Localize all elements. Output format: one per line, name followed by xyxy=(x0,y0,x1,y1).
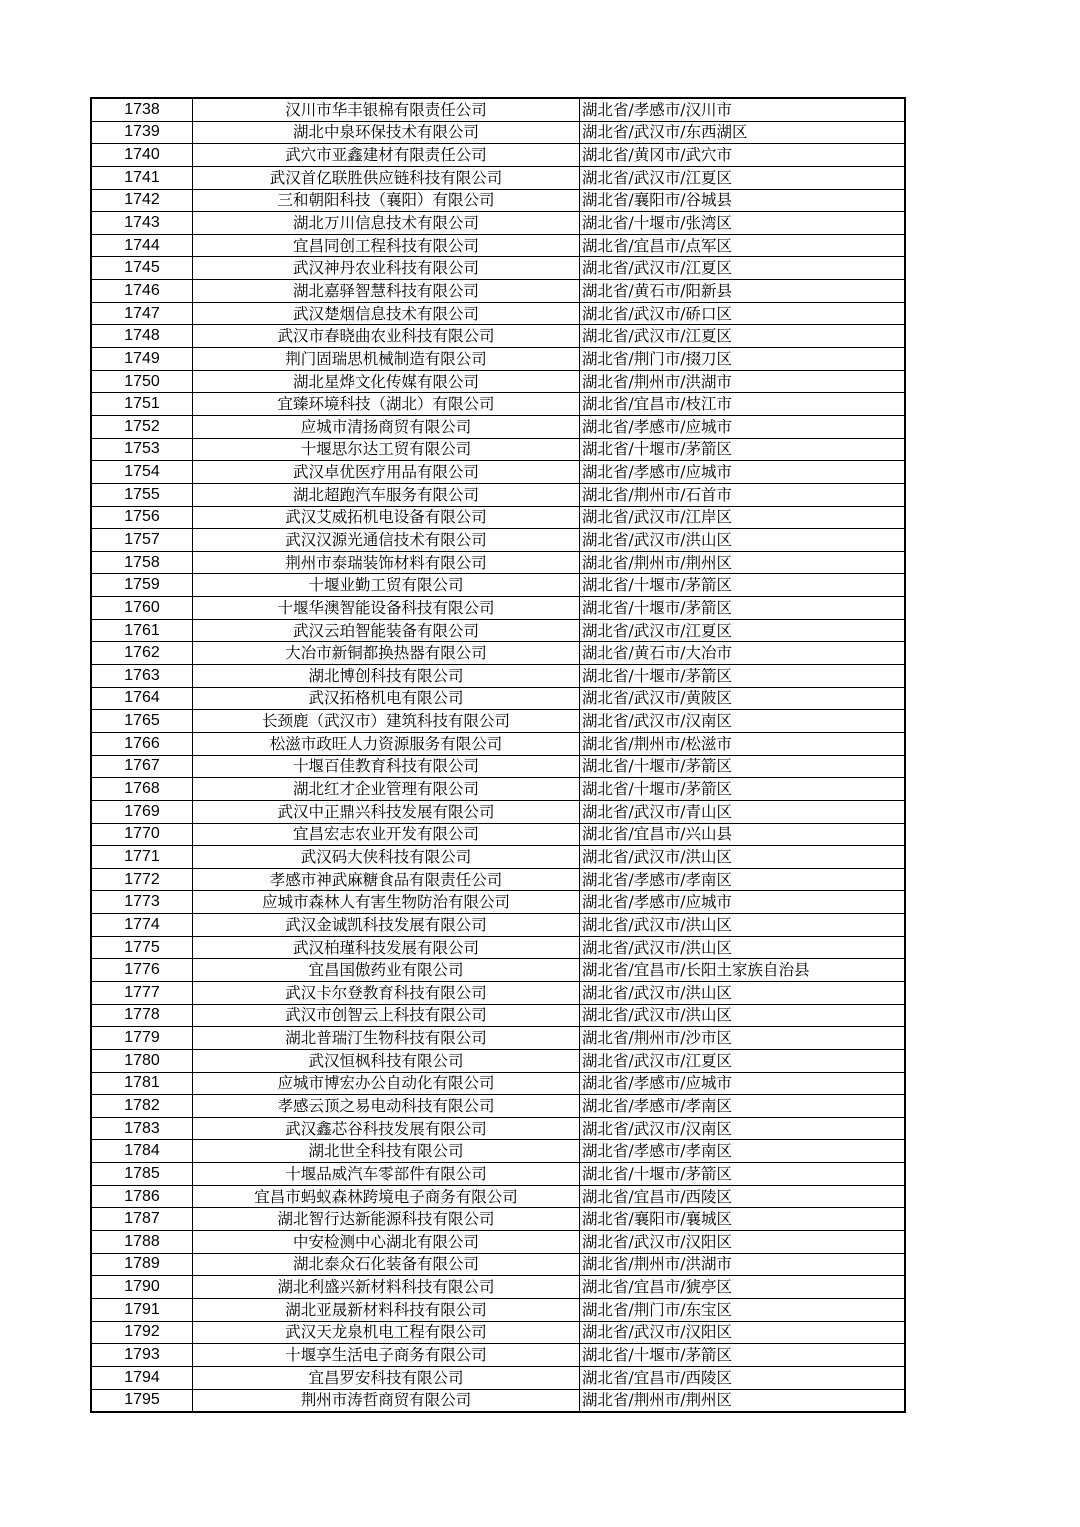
table-row xyxy=(91,348,905,371)
region-cell: 湖北省/荆州市/松滋市 xyxy=(580,732,906,755)
row-number-cell: 1771 xyxy=(91,846,193,869)
region-cell: 湖北省/武汉市/江岸区 xyxy=(580,506,906,529)
company-name-cell: 湖北博创科技有限公司 xyxy=(193,665,580,688)
table-row xyxy=(91,483,905,506)
row-number-cell: 1785 xyxy=(91,1163,193,1186)
region-cell: 湖北省/武汉市/青山区 xyxy=(580,800,906,823)
region-cell: 湖北省/武汉市/黄陂区 xyxy=(580,687,906,710)
region-cell: 湖北省/宜昌市/兴山县 xyxy=(580,823,906,846)
company-name-cell: 湖北万川信息技术有限公司 xyxy=(193,212,580,235)
company-name-cell: 武汉柏瑾科技发展有限公司 xyxy=(193,936,580,959)
table-row xyxy=(91,755,905,778)
table-row xyxy=(91,891,905,914)
region-cell: 湖北省/宜昌市/西陵区 xyxy=(580,1185,906,1208)
row-number-cell: 1756 xyxy=(91,506,193,529)
row-number-cell: 1760 xyxy=(91,597,193,620)
region-cell: 湖北省/孝感市/应城市 xyxy=(580,415,906,438)
region-cell: 湖北省/十堰市/茅箭区 xyxy=(580,1163,906,1186)
region-cell: 湖北省/武汉市/洪山区 xyxy=(580,529,906,552)
table-row xyxy=(91,1163,905,1186)
region-cell: 湖北省/十堰市/张湾区 xyxy=(580,212,906,235)
company-name-cell: 武汉拓格机电有限公司 xyxy=(193,687,580,710)
region-cell: 湖北省/十堰市/茅箭区 xyxy=(580,597,906,620)
region-cell: 湖北省/宜昌市/枝江市 xyxy=(580,393,906,416)
table-row xyxy=(91,1253,905,1276)
region-cell: 湖北省/宜昌市/西陵区 xyxy=(580,1366,906,1389)
company-name-cell: 湖北亚晟新材料科技有限公司 xyxy=(193,1298,580,1321)
region-cell: 湖北省/武汉市/江夏区 xyxy=(580,325,906,348)
row-number-cell: 1787 xyxy=(91,1208,193,1231)
company-name-cell: 三和朝阳科技（襄阳）有限公司 xyxy=(193,189,580,212)
region-cell: 湖北省/武汉市/洪山区 xyxy=(580,914,906,937)
company-name-cell: 宜昌国傲药业有限公司 xyxy=(193,959,580,982)
table-row xyxy=(91,370,905,393)
table-row xyxy=(91,257,905,280)
row-number-cell: 1774 xyxy=(91,914,193,937)
region-cell: 湖北省/十堰市/茅箭区 xyxy=(580,665,906,688)
table-body xyxy=(91,98,905,1412)
row-number-cell: 1778 xyxy=(91,1004,193,1027)
table-row xyxy=(91,1140,905,1163)
company-name-cell: 武汉市创智云上科技有限公司 xyxy=(193,1004,580,1027)
row-number-cell: 1743 xyxy=(91,212,193,235)
table-row xyxy=(91,1231,905,1254)
row-number-cell: 1738 xyxy=(91,98,193,121)
company-name-cell: 大冶市新铜都换热器有限公司 xyxy=(193,642,580,665)
row-number-cell: 1745 xyxy=(91,257,193,280)
region-cell: 湖北省/武汉市/江夏区 xyxy=(580,619,906,642)
row-number-cell: 1742 xyxy=(91,189,193,212)
region-cell: 湖北省/武汉市/汉南区 xyxy=(580,710,906,733)
table-row xyxy=(91,393,905,416)
company-name-cell: 湖北智行达新能源科技有限公司 xyxy=(193,1208,580,1231)
table-row xyxy=(91,1027,905,1050)
region-cell: 湖北省/孝感市/孝南区 xyxy=(580,868,906,891)
table-row xyxy=(91,166,905,189)
table-row xyxy=(91,1366,905,1389)
table-row xyxy=(91,574,905,597)
region-cell: 湖北省/武汉市/汉阳区 xyxy=(580,1321,906,1344)
row-number-cell: 1757 xyxy=(91,529,193,552)
table-row xyxy=(91,1208,905,1231)
region-cell: 湖北省/襄阳市/襄城区 xyxy=(580,1208,906,1231)
table-row xyxy=(91,325,905,348)
row-number-cell: 1772 xyxy=(91,868,193,891)
row-number-cell: 1790 xyxy=(91,1276,193,1299)
row-number-cell: 1740 xyxy=(91,144,193,167)
table-row xyxy=(91,1321,905,1344)
company-name-cell: 荆州市涛哲商贸有限公司 xyxy=(193,1389,580,1412)
company-list-table xyxy=(90,97,906,1413)
company-name-cell: 湖北利盛兴新材料科技有限公司 xyxy=(193,1276,580,1299)
company-name-cell: 宜昌市蚂蚁森林跨境电子商务有限公司 xyxy=(193,1185,580,1208)
table-row xyxy=(91,1344,905,1367)
row-number-cell: 1758 xyxy=(91,551,193,574)
row-number-cell: 1765 xyxy=(91,710,193,733)
table-row xyxy=(91,687,905,710)
row-number-cell: 1755 xyxy=(91,483,193,506)
company-name-cell: 松滋市政旺人力资源服务有限公司 xyxy=(193,732,580,755)
row-number-cell: 1768 xyxy=(91,778,193,801)
table-row xyxy=(91,302,905,325)
company-name-cell: 宜昌罗安科技有限公司 xyxy=(193,1366,580,1389)
company-name-cell: 武汉汉源光通信技术有限公司 xyxy=(193,529,580,552)
row-number-cell: 1795 xyxy=(91,1389,193,1412)
region-cell: 湖北省/武汉市/汉南区 xyxy=(580,1117,906,1140)
company-name-cell: 十堰思尔达工贸有限公司 xyxy=(193,438,580,461)
company-name-cell: 武穴市亚鑫建材有限责任公司 xyxy=(193,144,580,167)
region-cell: 湖北省/荆州市/洪湖市 xyxy=(580,370,906,393)
company-name-cell: 武汉首亿联胜供应链科技有限公司 xyxy=(193,166,580,189)
region-cell: 湖北省/孝感市/应城市 xyxy=(580,891,906,914)
row-number-cell: 1783 xyxy=(91,1117,193,1140)
table-row xyxy=(91,189,905,212)
region-cell: 湖北省/孝感市/孝南区 xyxy=(580,1140,906,1163)
region-cell: 湖北省/武汉市/洪山区 xyxy=(580,981,906,1004)
region-cell: 湖北省/十堰市/茅箭区 xyxy=(580,755,906,778)
table-row xyxy=(91,778,905,801)
region-cell: 湖北省/武汉市/汉阳区 xyxy=(580,1231,906,1254)
row-number-cell: 1792 xyxy=(91,1321,193,1344)
region-cell: 湖北省/十堰市/茅箭区 xyxy=(580,574,906,597)
company-name-cell: 武汉艾威拓机电设备有限公司 xyxy=(193,506,580,529)
table-row xyxy=(91,212,905,235)
table-row xyxy=(91,1185,905,1208)
company-name-cell: 武汉码大侠科技有限公司 xyxy=(193,846,580,869)
table-row xyxy=(91,1095,905,1118)
table-row xyxy=(91,665,905,688)
row-number-cell: 1748 xyxy=(91,325,193,348)
company-name-cell: 武汉云珀智能装备有限公司 xyxy=(193,619,580,642)
region-cell: 湖北省/孝感市/汉川市 xyxy=(580,98,906,121)
region-cell: 湖北省/荆门市/东宝区 xyxy=(580,1298,906,1321)
company-name-cell: 荆门固瑞思机械制造有限公司 xyxy=(193,348,580,371)
company-name-cell: 湖北泰众石化装备有限公司 xyxy=(193,1253,580,1276)
region-cell: 湖北省/黄冈市/武穴市 xyxy=(580,144,906,167)
company-name-cell: 武汉卡尔登教育科技有限公司 xyxy=(193,981,580,1004)
table-row xyxy=(91,529,905,552)
company-name-cell: 宜昌同创工程科技有限公司 xyxy=(193,234,580,257)
table-row xyxy=(91,98,905,121)
table-row xyxy=(91,1004,905,1027)
table-row xyxy=(91,438,905,461)
table-row xyxy=(91,1049,905,1072)
table-row xyxy=(91,144,905,167)
company-name-cell: 中安检测中心湖北有限公司 xyxy=(193,1231,580,1254)
row-number-cell: 1784 xyxy=(91,1140,193,1163)
table-row xyxy=(91,1298,905,1321)
company-name-cell: 汉川市华丰银棉有限责任公司 xyxy=(193,98,580,121)
company-name-cell: 武汉市春晓曲农业科技有限公司 xyxy=(193,325,580,348)
region-cell: 湖北省/孝感市/应城市 xyxy=(580,461,906,484)
row-number-cell: 1770 xyxy=(91,823,193,846)
company-name-cell: 应城市森林人有害生物防治有限公司 xyxy=(193,891,580,914)
row-number-cell: 1741 xyxy=(91,166,193,189)
company-name-cell: 十堰品威汽车零部件有限公司 xyxy=(193,1163,580,1186)
row-number-cell: 1751 xyxy=(91,393,193,416)
row-number-cell: 1767 xyxy=(91,755,193,778)
company-name-cell: 应城市清扬商贸有限公司 xyxy=(193,415,580,438)
row-number-cell: 1749 xyxy=(91,348,193,371)
region-cell: 湖北省/宜昌市/点军区 xyxy=(580,234,906,257)
company-name-cell: 湖北中泉环保技术有限公司 xyxy=(193,121,580,144)
table-row xyxy=(91,732,905,755)
company-name-cell: 应城市博宏办公自动化有限公司 xyxy=(193,1072,580,1095)
table-row xyxy=(91,280,905,303)
region-cell: 湖北省/武汉市/洪山区 xyxy=(580,846,906,869)
company-name-cell: 十堰业勤工贸有限公司 xyxy=(193,574,580,597)
company-name-cell: 武汉神丹农业科技有限公司 xyxy=(193,257,580,280)
region-cell: 湖北省/武汉市/东西湖区 xyxy=(580,121,906,144)
table-row xyxy=(91,1072,905,1095)
row-number-cell: 1753 xyxy=(91,438,193,461)
region-cell: 湖北省/孝感市/孝南区 xyxy=(580,1095,906,1118)
row-number-cell: 1744 xyxy=(91,234,193,257)
region-cell: 湖北省/武汉市/江夏区 xyxy=(580,1049,906,1072)
company-name-cell: 湖北嘉驿智慧科技有限公司 xyxy=(193,280,580,303)
table-row xyxy=(91,234,905,257)
row-number-cell: 1781 xyxy=(91,1072,193,1095)
row-number-cell: 1754 xyxy=(91,461,193,484)
company-name-cell: 湖北普瑞汀生物科技有限公司 xyxy=(193,1027,580,1050)
region-cell: 湖北省/荆州市/荆州区 xyxy=(580,551,906,574)
table-row xyxy=(91,619,905,642)
table-row xyxy=(91,1117,905,1140)
row-number-cell: 1791 xyxy=(91,1298,193,1321)
company-name-cell: 武汉鑫芯谷科技发展有限公司 xyxy=(193,1117,580,1140)
region-cell: 湖北省/荆州市/荆州区 xyxy=(580,1389,906,1412)
region-cell: 湖北省/荆州市/石首市 xyxy=(580,483,906,506)
row-number-cell: 1761 xyxy=(91,619,193,642)
company-name-cell: 武汉天龙泉机电工程有限公司 xyxy=(193,1321,580,1344)
table-row xyxy=(91,959,905,982)
company-name-cell: 武汉金诚凯科技发展有限公司 xyxy=(193,914,580,937)
table-row xyxy=(91,461,905,484)
company-name-cell: 十堰百佳教育科技有限公司 xyxy=(193,755,580,778)
row-number-cell: 1739 xyxy=(91,121,193,144)
company-name-cell: 荆州市泰瑞装饰材料有限公司 xyxy=(193,551,580,574)
row-number-cell: 1793 xyxy=(91,1344,193,1367)
table-row xyxy=(91,914,905,937)
row-number-cell: 1752 xyxy=(91,415,193,438)
row-number-cell: 1746 xyxy=(91,280,193,303)
region-cell: 湖北省/襄阳市/谷城县 xyxy=(580,189,906,212)
region-cell: 湖北省/荆门市/掇刀区 xyxy=(580,348,906,371)
table-row xyxy=(91,823,905,846)
region-cell: 湖北省/武汉市/洪山区 xyxy=(580,1004,906,1027)
table-row xyxy=(91,551,905,574)
row-number-cell: 1750 xyxy=(91,370,193,393)
region-cell: 湖北省/黄石市/大冶市 xyxy=(580,642,906,665)
row-number-cell: 1782 xyxy=(91,1095,193,1118)
row-number-cell: 1747 xyxy=(91,302,193,325)
row-number-cell: 1780 xyxy=(91,1049,193,1072)
company-name-cell: 武汉卓优医疗用品有限公司 xyxy=(193,461,580,484)
company-name-cell: 宜臻环境科技（湖北）有限公司 xyxy=(193,393,580,416)
region-cell: 湖北省/十堰市/茅箭区 xyxy=(580,1344,906,1367)
table-row xyxy=(91,642,905,665)
table-row xyxy=(91,415,905,438)
table-row xyxy=(91,846,905,869)
region-cell: 湖北省/武汉市/硚口区 xyxy=(580,302,906,325)
row-number-cell: 1763 xyxy=(91,665,193,688)
row-number-cell: 1788 xyxy=(91,1231,193,1254)
company-name-cell: 长颈鹿（武汉市）建筑科技有限公司 xyxy=(193,710,580,733)
company-name-cell: 湖北红才企业管理有限公司 xyxy=(193,778,580,801)
table-row xyxy=(91,800,905,823)
table-row xyxy=(91,506,905,529)
table-row xyxy=(91,981,905,1004)
region-cell: 湖北省/宜昌市/长阳土家族自治县 xyxy=(580,959,906,982)
region-cell: 湖北省/武汉市/洪山区 xyxy=(580,936,906,959)
row-number-cell: 1769 xyxy=(91,800,193,823)
company-name-cell: 湖北世全科技有限公司 xyxy=(193,1140,580,1163)
company-name-cell: 湖北星烨文化传媒有限公司 xyxy=(193,370,580,393)
row-number-cell: 1762 xyxy=(91,642,193,665)
row-number-cell: 1773 xyxy=(91,891,193,914)
company-name-cell: 宜昌宏志农业开发有限公司 xyxy=(193,823,580,846)
region-cell: 湖北省/十堰市/茅箭区 xyxy=(580,778,906,801)
company-name-cell: 武汉中正鼎兴科技发展有限公司 xyxy=(193,800,580,823)
row-number-cell: 1764 xyxy=(91,687,193,710)
table-row xyxy=(91,710,905,733)
company-name-cell: 十堰华澳智能设备科技有限公司 xyxy=(193,597,580,620)
region-cell: 湖北省/十堰市/茅箭区 xyxy=(580,438,906,461)
table-row xyxy=(91,121,905,144)
row-number-cell: 1766 xyxy=(91,732,193,755)
region-cell: 湖北省/黄石市/阳新县 xyxy=(580,280,906,303)
company-name-cell: 孝感云顶之易电动科技有限公司 xyxy=(193,1095,580,1118)
row-number-cell: 1786 xyxy=(91,1185,193,1208)
row-number-cell: 1759 xyxy=(91,574,193,597)
table-row xyxy=(91,1276,905,1299)
region-cell: 湖北省/孝感市/应城市 xyxy=(580,1072,906,1095)
company-name-cell: 武汉恒枫科技有限公司 xyxy=(193,1049,580,1072)
row-number-cell: 1777 xyxy=(91,981,193,1004)
table-row xyxy=(91,936,905,959)
table-row xyxy=(91,868,905,891)
company-name-cell: 湖北超跑汽车服务有限公司 xyxy=(193,483,580,506)
region-cell: 湖北省/荆州市/洪湖市 xyxy=(580,1253,906,1276)
region-cell: 湖北省/荆州市/沙市区 xyxy=(580,1027,906,1050)
row-number-cell: 1775 xyxy=(91,936,193,959)
region-cell: 湖北省/武汉市/江夏区 xyxy=(580,257,906,280)
row-number-cell: 1794 xyxy=(91,1366,193,1389)
region-cell: 湖北省/宜昌市/猇亭区 xyxy=(580,1276,906,1299)
table-row xyxy=(91,597,905,620)
company-name-cell: 武汉楚烟信息技术有限公司 xyxy=(193,302,580,325)
region-cell: 湖北省/武汉市/江夏区 xyxy=(580,166,906,189)
company-name-cell: 十堰享生活电子商务有限公司 xyxy=(193,1344,580,1367)
table-row xyxy=(91,1389,905,1412)
company-name-cell: 孝感市神武麻糖食品有限责任公司 xyxy=(193,868,580,891)
row-number-cell: 1789 xyxy=(91,1253,193,1276)
row-number-cell: 1776 xyxy=(91,959,193,982)
row-number-cell: 1779 xyxy=(91,1027,193,1050)
